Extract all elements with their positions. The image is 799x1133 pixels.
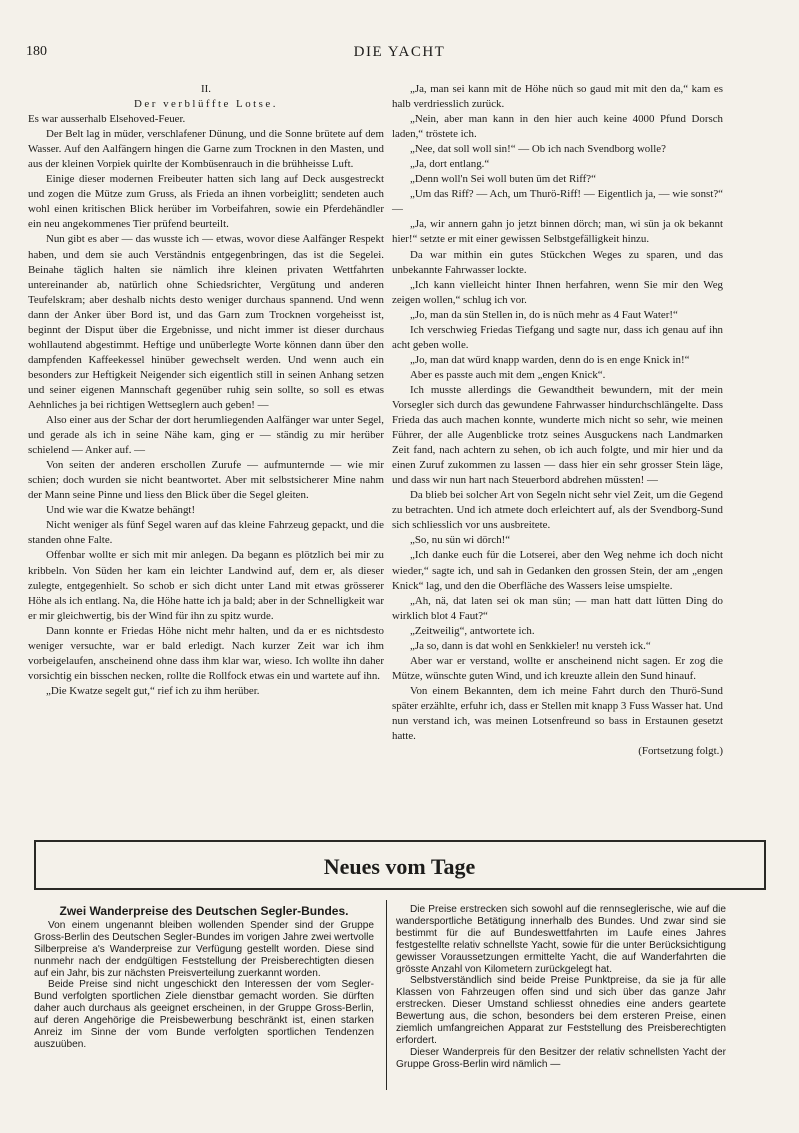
continuation-note: (Fortsetzung folgt.) <box>638 745 723 758</box>
paragraph: „Ja so, dann is dat wohl en Senkkieler! nu versteh ick.“ <box>410 639 651 652</box>
news-left-column <box>34 906 374 1051</box>
paragraph: Aber es passte auch mit dem „engen Knick“. <box>410 368 606 381</box>
paragraph: Da blieb bei solcher Art von Segeln nicht sehr viel Zeit, um die Gegend zu betrachten. Und ich atmete doch erleichtert auf, als der Svendborg-Sund sich schliesslich vor uns ausbreitete. <box>392 489 723 532</box>
paragraph: „Ja, dort entlang.“ <box>410 158 490 171</box>
paragraph: „Jo, man dat würd knapp warden, denn do is en enge Knick in!“ <box>410 353 690 366</box>
news-paragraph: Von einem ungenannt bleiben wollenden Spender sind der Gruppe Gross-Berlin des Deutschen Segler-Bundes im vorigen Jahre zwei wertvolle Silberpreise a's Wanderpreise zur Verfügung gestellt worden. Diese sind nunmehr nach der endgültigen Feststellung der Preisberechtigten diesen auf ein Jahr, bis zur nächsten Preisverteilung zuerkannt worden. <box>34 919 374 979</box>
banner-rule-bottom <box>34 888 766 890</box>
news-paragraph: Selbstverständlich sind beide Preise Punktpreise, da sie ja für alle Klassen von Fahrzeugen offen sind und sich über das ganze Jahr erstrecken. Dieser Umstand schliesst ohnedies eine anders geartete Bewertung aus, die schon, besonders bei dem ersteren Preise, einen ziemlich umfangreichen Apparat zur Feststellung des Preisberechtigten erfordert. <box>396 975 726 1046</box>
journal-title: DIE YACHT <box>353 44 446 60</box>
banner-rule-top <box>34 840 766 842</box>
column-divider <box>386 900 387 1090</box>
paragraph: Ich musste allerdings die Gewandtheit bewundern, mit der mein Vorsegler sich durch das gewundene Fahrwasser hindurchschlängelte. Dass Frieda das auch machen konnte, wunderte mich nicht so sehr, wie meinen Führer, der alle Augenblicke trotz seines Ausguckens nach Landmarken Zeit fand, nach achtern zu sehen, ob ich auch folgte, und mir hier und da einen Zuruf zukommen zu lassen — dass hier ein sehr grosser Stein läge, und dass wir nun hart nach Steuerbord abdrehen müssten! — <box>392 383 723 487</box>
paragraph: Nicht weniger als fünf Segel waren auf das kleine Fahrzeug gepackt, und die standen ohne Falte. <box>28 519 384 547</box>
paragraph: Aber war er verstand, wollte er anscheinend nicht sagen. Er zog die Mütze, wünschte guten Wind, und ich kreuzte allein den Sund hinauf. <box>392 654 723 682</box>
paragraph: „Nee, dat soll woll sin!“ — Ob ich nach Svendborg wolle? <box>410 143 666 156</box>
paragraph: „Ich kann vielleicht hinter Ihnen herfahren, wenn Sie mir den Weg zeigen wollen,“ schlug ich vor. <box>392 278 723 306</box>
paragraph: „Denn woll'n Sei woll buten üm det Riff?“ <box>410 173 596 186</box>
section-banner: Neues vom Tage <box>323 854 476 879</box>
news-paragraph: Dieser Wanderpreis für den Besitzer der relativ schnellsten Yacht der Gruppe Gross-Berlin wird nämlich — <box>396 1046 726 1070</box>
section-number: II. <box>201 83 211 95</box>
paragraph: „Ja, wir annern gahn jo jetzt binnen dörch; man, wi sün ja ok bekannt hier!“ setzte er mit einer gewissen Selbstgefälligkeit hinzu. <box>392 218 723 246</box>
paragraph: Offenbar wollte er sich mit mir anlegen. Da begann es plötzlich bei mir zu kribbeln. Von Süden her kam ein leichter Landwind auf, dem er, als dieser zulegte, entgegenhielt. So schob er sich dicht unter Land mit etwas grösserer Höhe als ich entlang. Na, die Höhe hatte ich ja bald; aber in der Schnelligkeit war er mir gleichwertig, bis der Wind für ihn zu spitz wurde. <box>28 549 384 622</box>
paragraph: „Ich danke euch für die Lotserei, aber den Weg nehme ich doch nicht wieder,“ sagte ich, und sah in Gedanken den grossen Stein, der am „engen Knick“ lag, und den die Oberfläche des Wassers leise umspielte. <box>392 549 723 592</box>
paragraph: Ich verschwieg Friedas Tiefgang und sagte nur, dass ich genau auf ihn acht geben wolle. <box>392 323 723 351</box>
page-number: 180 <box>26 44 47 59</box>
story-title: Der verblüffte Lotse. <box>134 98 278 111</box>
paragraph: Also einer aus der Schar der dort herumliegenden Aalfänger war unter Segel, und gerade als ich in seine Nähe kam, ging er — ständig zu mir herüber schielend — Anker auf. — <box>28 414 384 457</box>
paragraph: „Ah, nä, dat laten sei ok man sün; — man hatt datt lütten Ding do wirklich blot 4 Faut?“ <box>392 594 723 622</box>
paragraph: Da war mithin ein gutes Stückchen Weges zu sparen, und das unbekannte Fahrwasser lockte. <box>392 248 723 276</box>
paragraph: Es war ausserhalb Elsehoved-Feuer. <box>28 113 186 126</box>
paragraph: Und wie war die Kwatze behängt! <box>46 504 196 517</box>
news-paragraph: Die Preise erstrecken sich sowohl auf die rennseglerische, wie auf die wandersportliche Betätigung innerhalb des Bundes. Und zwar sind sie bestimmt für die auf Bundeswettfahrten im Laufe eines Jahres festgestellte relativ schnellste Yacht, sowie für die unter Berücksichtigung gewisser Voraussetzungen ermittelte Yacht, die auf Wanderfahrten die grösste Anzahl von Kilometern zurückgelegt hat. <box>396 904 726 975</box>
story-left-column <box>28 82 384 699</box>
paragraph: Von seiten der anderen erschollen Zurufe — aufmunternde — wie mir schien; doch wurden sie nicht beantwortet. Aber mit selbstsicherer Mine nahm der Mann seine Pinne und liess den Blick über die Segel gleiten. <box>28 459 384 502</box>
paragraph: „Ja, man sei kann mit de Höhe nüch so gaud mit mit den da,“ kam es halb verdriesslich zurück. <box>392 83 723 111</box>
paragraph: „Zeitweilig“, antwortete ich. <box>410 624 535 637</box>
paragraph: Von einem Bekannten, dem ich meine Fahrt durch den Thurö-Sund später erzählte, erfuhr ich, dass er Stellen mit knapp 3 Fuss Wasser hat. Und nun verstand ich, was meinen Lotsenfreund so bass in Erstaunen gesetzt hatte. <box>392 684 723 743</box>
paragraph: Einige dieser modernen Freibeuter hatten sich lang auf Deck ausgestreckt und zogen die Mütze zum Gruss, als Frieda an ihnen vorbeiglitt; sendeten auch wohl einen kritischen Blick herüber im Vorbeifahren, sowie ein Pferdehändler ein neu angekommenes Tier prüfend beurteilt. <box>28 173 384 231</box>
paragraph: „Um das Riff? — Ach, um Thurö-Riff! — Eigentlich ja, — wie sonst?“ — <box>392 188 723 216</box>
paragraph: Dann konnte er Friedas Höhe nicht mehr halten, und da er es nichtsdesto weniger versuchte, war er bald erledigt. Nach kurzer Zeit war ich ihm vorbeigelaufen, anscheinend ohne dass ihm klar war, wieso. Ich wollte ihn daher vorsichtig ein bisschen necken, rollte die Rollfock etwas ein und wartete auf ihn. <box>28 624 384 682</box>
news-headline: Zwei Wanderpreise des Deutschen Segler-Bundes. <box>59 904 349 918</box>
paragraph: Nun gibt es aber — das wusste ich — etwas, wovor diese Aalfänger Respekt haben, und dem sie auch Verständnis entgegenbringen, das ist die Segelei. Beinahe täglich halten sie nämlich ihre kleinen privaten Wettfahrten untereinander ab, natürlich ohne Schiedsrichter, Vergütung und anderen Teufelskram; aber deshalb nichts desto weniger durchaus spannend. Und wenn dann der Anker über Bord ist, und das Garn zum Trocknen vorgeheisst ist, beginnt der Disput über die Ergebnisse, und nicht immer ist dieser durchaus wohllautend abgestimmt. Heftige und unüberlegte Worte können dann über den dampfenden Kaffeekessel hinüber gewechselt werden. Und wenn auch ein besonders zur Heftigkeit Neigender sich eigentlich still in seinen Anhang setzen und seiner eigenen Mannschaft gegenüber ruhig sein sollte, so soll es etwas Aehnliches ja bei richtigen Wettseglern auch geben! — <box>28 233 384 411</box>
paragraph: „So, nu sün wi dörch!“ <box>410 534 511 547</box>
paragraph: „Jo, man da sün Stellen in, do is nüch mehr as 4 Faut Water!“ <box>410 308 678 321</box>
paragraph: Der Belt lag in müder, verschlafener Dünung, und die Sonne brütete auf dem Wasser. Auf den Aalfängern hingen die Garne zum Trocknen in den Masten, und aus der kleinen Vorpiek quirlte der Kombüsenrauch in die brühheisse Luft. <box>28 128 384 171</box>
news-paragraph: Beide Preise sind nicht ungeschickt den Interessen der vom Segler-Bund verfolgten sportlichen Ziele dienstbar gemacht worden. Sie dürften daher auch durchaus als geeignet erscheinen, in der Gruppe Gross-Berlin, auf deren Angehörige die Preisbewerbung beschränkt ist, einen starken Anreiz im Sinne der vom Bunde verfolgten sportlichen Tendenzen auszuüben. <box>34 979 374 1050</box>
news-right-column <box>396 904 726 1071</box>
story-right-column <box>392 82 723 759</box>
paragraph: „Nein, aber man kann in den hier auch keine 4000 Pfund Dorsch laden,“ tröstete ich. <box>392 113 723 141</box>
paragraph: „Die Kwatze segelt gut,“ rief ich zu ihm herüber. <box>46 684 260 697</box>
